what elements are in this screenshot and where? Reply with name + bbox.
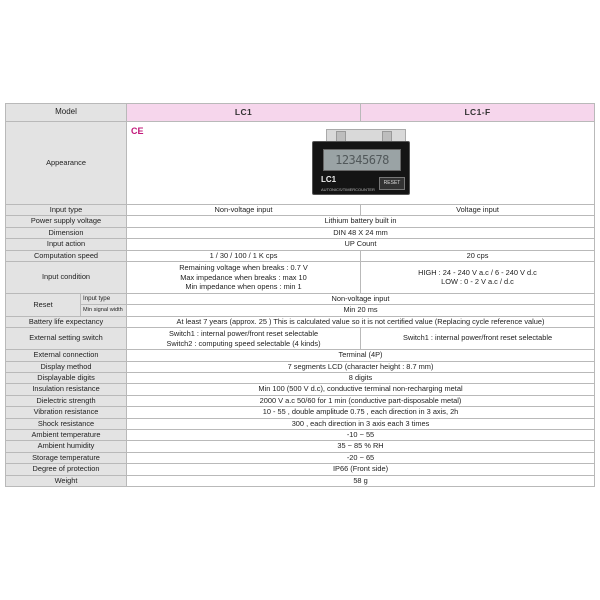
weight-row (6, 475, 595, 486)
shared-value: Min 100 (500 V d.c), conductive terminal non-recharging metal (127, 384, 595, 395)
shared-value: Non-voltage input (127, 293, 595, 304)
input-condition-row (6, 262, 595, 294)
appearance-cell (127, 122, 595, 205)
model-lc1: LC1 (127, 104, 361, 122)
shared-value: At least 7 years (approx. 25 ) This is calculated value so it is not certified value (Replacing cycle reference value) (127, 316, 595, 327)
lc1f-value: 20 cps (361, 250, 595, 261)
row-label: Input type (6, 205, 127, 216)
dimension-row (6, 227, 595, 238)
row-label: Shock resistance (6, 418, 127, 429)
lc1f-value (361, 262, 595, 294)
row-label: Vibration resistance (6, 407, 127, 418)
computation-speed-row (6, 250, 595, 261)
lc1-value: 1 / 30 / 100 / 1 K cps (127, 250, 361, 261)
row-label: Reset (6, 293, 81, 316)
lc1-value (127, 262, 361, 294)
shared-value: 7 segments LCD (character height : 8.7 mm) (127, 361, 595, 372)
condition-line: Remaining voltage when breaks : 0.7 V (179, 263, 308, 273)
device-reset-button: RESET (379, 177, 405, 190)
row-label: Dimension (6, 227, 127, 238)
model-row (6, 104, 595, 122)
input-action-row (6, 239, 595, 250)
row-label: Ambient humidity (6, 441, 127, 452)
dielectric-strength-row (6, 395, 595, 406)
input-type-row (6, 205, 595, 216)
lc1f-value: Switch1 : internal power/front reset selectable (361, 328, 595, 350)
shared-value: 8 digits (127, 373, 595, 384)
shared-value: 2000 V a.c 50/60 for 1 min (conductive part-disposable metal) (127, 395, 595, 406)
power-supply-row (6, 216, 595, 227)
switch-line: Switch1 : internal power/front reset selectable (168, 329, 319, 339)
battery-life-row (6, 316, 595, 327)
counter-device-image (312, 129, 410, 195)
condition-line: LOW : 0 - 2 V a.c / d.c (441, 277, 514, 287)
row-label: Dielectric strength (6, 395, 127, 406)
condition-line: Max impedance when breaks : max 10 (180, 272, 307, 282)
shared-value: DIN 48 X 24 mm (127, 227, 595, 238)
row-label: Battery life expectancy (6, 316, 127, 327)
shared-value: UP Count (127, 239, 595, 250)
displayable-digits-row (6, 373, 595, 384)
shared-value: 58 g (127, 475, 595, 486)
row-label: Power supply voltage (6, 216, 127, 227)
reset-input-type-row (6, 293, 595, 304)
row-label: External connection (6, 350, 127, 361)
vibration-resistance-row (6, 407, 595, 418)
row-label: Displayable digits (6, 373, 127, 384)
degree-of-protection-row (6, 464, 595, 475)
shared-value: IP66 (Front side) (127, 464, 595, 475)
switch-line: Switch2 : computing speed selectable (4 kinds) (166, 338, 321, 348)
device-front-panel (312, 141, 410, 195)
row-label: Weight (6, 475, 127, 486)
display-method-row (6, 361, 595, 372)
row-label: Storage temperature (6, 452, 127, 463)
spec-table (5, 103, 595, 487)
external-connection-row (6, 350, 595, 361)
shared-value: Min 20 ms (127, 305, 595, 316)
shared-value: Terminal (4P) (127, 350, 595, 361)
row-label: Degree of protection (6, 464, 127, 475)
shared-value: Lithium battery built in (127, 216, 595, 227)
model-label: Model (6, 104, 127, 122)
ambient-humidity-row (6, 441, 595, 452)
shared-value: 300 , each direction in 3 axis each 3 times (127, 418, 595, 429)
lc1-value: Non-voltage input (127, 205, 361, 216)
condition-line: Min impedance when opens : min 1 (185, 282, 302, 292)
lc1f-value: Voltage input (361, 205, 595, 216)
row-label: Ambient temperature (6, 430, 127, 441)
appearance-row (6, 122, 595, 205)
row-label: Display method (6, 361, 127, 372)
row-label: External setting switch (6, 328, 127, 350)
reset-min-signal-row (6, 305, 595, 316)
row-label: Input action (6, 239, 127, 250)
condition-line: HIGH : 24 - 240 V a.c / 6 - 240 V d.c (418, 267, 537, 277)
external-setting-row (6, 328, 595, 350)
shared-value: 10 - 55 , double amplitude 0.75 , each direction in 3 axis, 2h (127, 407, 595, 418)
appearance-label: Appearance (6, 122, 127, 205)
device-model-label: LC1 (321, 175, 337, 184)
shock-resistance-row (6, 418, 595, 429)
row-label: Computation speed (6, 250, 127, 261)
row-label: Insulation resistance (6, 384, 127, 395)
shared-value: 35 ~ 85 % RH (127, 441, 595, 452)
sub-label: Input type (81, 293, 127, 304)
insulation-resistance-row (6, 384, 595, 395)
shared-value: -10 ~ 55 (127, 430, 595, 441)
device-brand-label: AUTONICS/TIMERCOUNTER (321, 187, 375, 192)
storage-temperature-row (6, 452, 595, 463)
lc1-value (127, 328, 361, 350)
ambient-temperature-row (6, 430, 595, 441)
model-lc1f: LC1-F (361, 104, 595, 122)
device-lcd-display: 12345678 (323, 149, 401, 171)
row-label: Input condition (6, 262, 127, 294)
sub-label: Min signal width (81, 305, 127, 316)
shared-value: -20 ~ 65 (127, 452, 595, 463)
ce-mark-icon: CE (131, 126, 144, 136)
